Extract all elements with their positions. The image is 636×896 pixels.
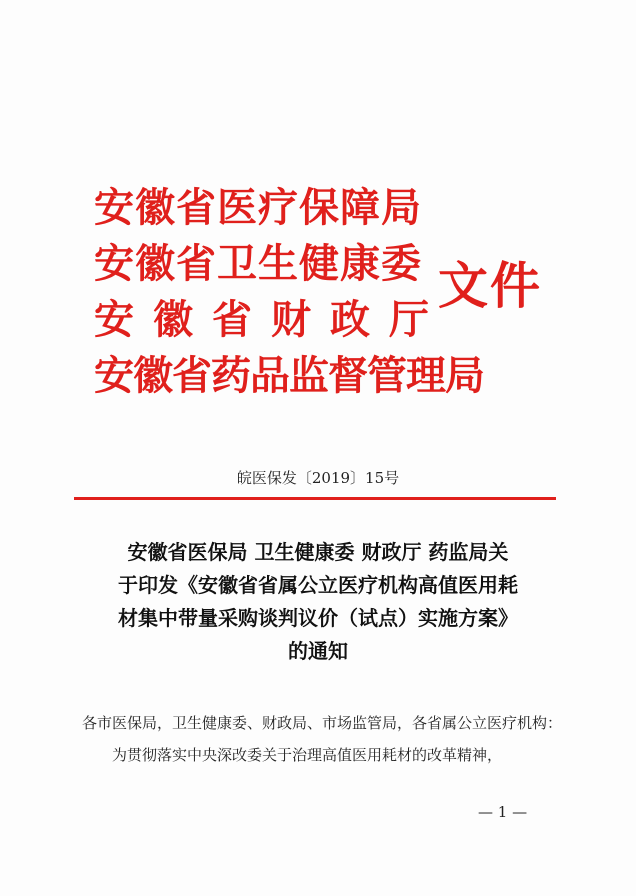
title-line: 于印发《安徽省省属公立医疗机构高值医用耗 (118, 573, 518, 597)
page-number: — 1 — (478, 803, 528, 821)
document-title (60, 536, 576, 668)
document-type-label: 文件 (438, 256, 542, 315)
addressees-paragraph: 各市医保局，卫生健康委、财政局、市场监管局，各省属公立医疗机构： (82, 714, 563, 732)
document-number: 皖医保发〔2019〕15号 (236, 469, 400, 487)
agency-name: 安徽省医疗保障局 (94, 184, 422, 231)
red-divider-line (74, 497, 556, 500)
agency-name: 安徽省财政厅 (94, 296, 448, 343)
body-paragraph: 为贯彻落实中央深改委关于治理高值医用耗材的改革精神， (112, 746, 503, 764)
document-body (82, 708, 562, 770)
title-line: 安徽省医保局 卫生健康委 财政厅 药监局关 (127, 540, 509, 564)
agency-name: 安徽省药品监督管理局 (94, 352, 484, 399)
title-line: 的通知 (288, 639, 348, 663)
agency-name: 安徽省卫生健康委 (94, 240, 422, 287)
title-line: 材集中带量采购谈判议价（试点）实施方案》 (118, 606, 518, 630)
